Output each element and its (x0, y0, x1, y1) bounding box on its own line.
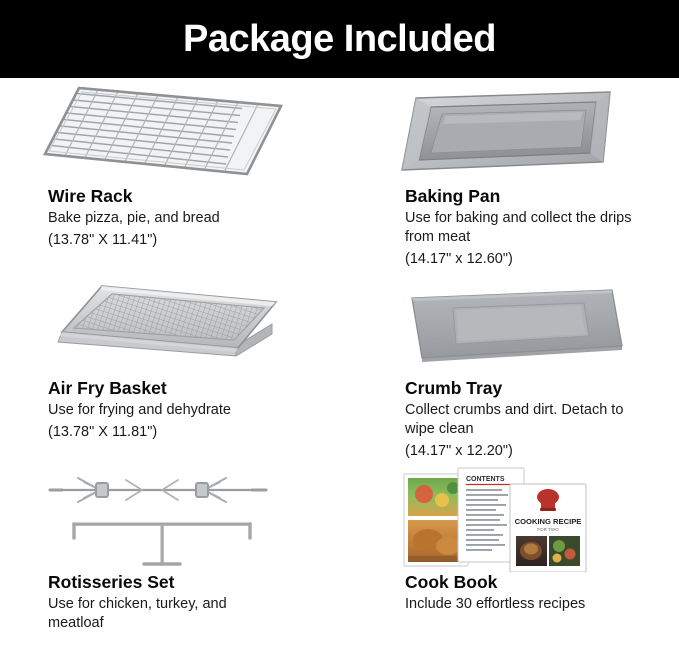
item-wire-rack (0, 78, 350, 270)
crumb-tray-art (350, 270, 679, 378)
crumb-tray-icon (398, 288, 626, 370)
item-air-fry-basket (0, 270, 350, 462)
crumb-tray-text (350, 378, 679, 462)
item-title: Baking Pan (405, 186, 501, 206)
item-title: Cook Book (405, 572, 498, 592)
item-title: Wire Rack (48, 186, 133, 206)
item-title: Air Fry Basket (48, 378, 167, 398)
rotisserie-set-art (0, 462, 350, 570)
item-description: Bake pizza, pie, and bread (48, 210, 220, 227)
header-banner (0, 0, 679, 78)
cookbook-cover-subtitle: FOR TWO (537, 527, 559, 532)
item-cook-book (350, 462, 679, 657)
contents-label: CONTENTS (466, 476, 505, 483)
item-description: Collect crumbs and dirt. Detach to wipe clean (405, 402, 624, 438)
item-dimensions: (14.17" x 12.60") (405, 251, 513, 268)
item-rotisserie-set (0, 462, 350, 657)
item-description: Use for chicken, turkey, and meatloaf (48, 596, 227, 632)
cook-book-art (350, 462, 679, 570)
item-description: Include 30 effortless recipes (405, 596, 586, 613)
item-description: Use for baking and collect the drips from meat (405, 210, 632, 246)
item-dimensions: (13.78" X 11.41") (48, 232, 158, 249)
baking-pan-art (350, 78, 679, 186)
air-fry-basket-art (0, 270, 350, 378)
item-title: Crumb Tray (405, 378, 503, 398)
item-baking-pan (350, 78, 679, 270)
air-fry-basket-text (0, 378, 350, 442)
rotisserie-set-text (0, 570, 350, 633)
item-dimensions: (14.17" x 12.20") (405, 443, 513, 460)
item-description: Use for frying and dehydrate (48, 402, 231, 419)
wire-rack-text (0, 186, 350, 250)
baking-pan-text (350, 186, 679, 270)
air-fry-basket-icon (40, 280, 280, 370)
item-crumb-tray (350, 270, 679, 462)
wire-rack-art (0, 78, 350, 186)
cook-book-text (350, 570, 679, 614)
items-grid (0, 78, 679, 657)
rotisserie-set-icon (38, 468, 286, 572)
item-title: Rotisseries Set (48, 572, 175, 592)
cookbook-cover-title: COOKING RECIPE (514, 517, 582, 526)
page-title: Package Included (182, 17, 496, 60)
baking-pan-icon (398, 90, 620, 178)
cook-book-icon (398, 466, 630, 572)
wire-rack-icon (42, 86, 284, 178)
item-dimensions: (13.78" X 11.81") (48, 424, 158, 441)
